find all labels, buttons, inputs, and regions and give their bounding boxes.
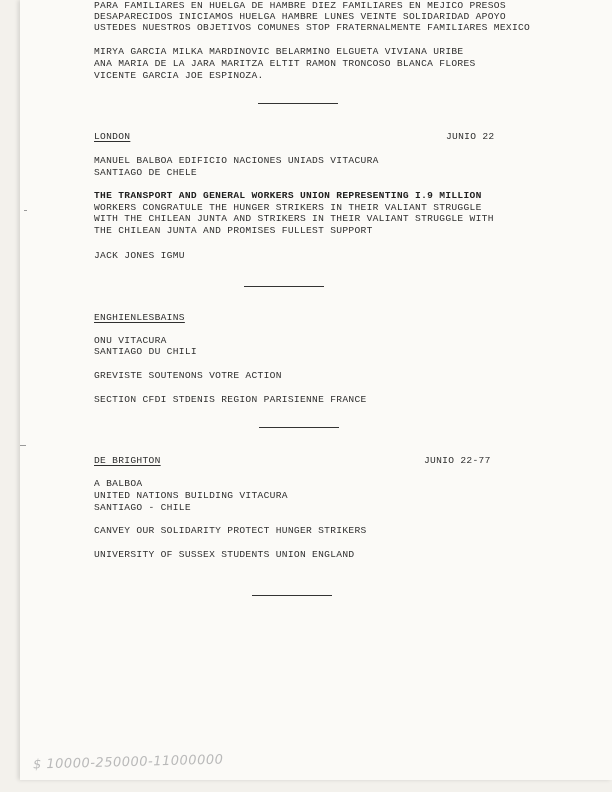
margin-mark <box>20 445 26 446</box>
london-address-line-2: SANTIAGO DE CHELE <box>94 167 197 178</box>
brighton-address-line-1: A BALBOA <box>94 478 143 489</box>
london-address-line-1: MANUEL BALBOA EDIFICIO NACIONES UNIADS VITACURA <box>94 155 379 166</box>
enghien-message: GREVISTE SOUTENONS VOTRE ACTION <box>94 370 282 381</box>
brighton-address-line-3: SANTIAGO - CHILE <box>94 502 191 513</box>
section-divider <box>244 286 324 287</box>
enghien-signature: SECTION CFDI STDENIS REGION PARISIENNE FRANCE <box>94 394 367 405</box>
section-divider <box>258 103 338 104</box>
london-date: JUNIO 22 <box>446 131 495 142</box>
top-message-line-2: DESAPARECIDOS INICIAMOS HUELGA HAMBRE LUNES VEINTE SOLIDARIDAD APOYO <box>94 11 506 22</box>
top-message-line-1: PARA FAMILIARES EN HUELGA DE HAMBRE DIEZ FAMILIARES EN MEJICO PRESOS <box>94 0 506 11</box>
handwritten-note: $ 10000-250000-11000000 <box>32 752 224 773</box>
document-page <box>20 0 612 780</box>
names-line-2: ANA MARIA DE LA JARA MARITZA ELTIT RAMON TRONCOSO BLANCA FLORES <box>94 58 476 69</box>
london-signature: JACK JONES IGMU <box>94 250 185 261</box>
section-divider <box>252 595 332 596</box>
brighton-address-line-2: UNITED NATIONS BUILDING VITACURA <box>94 490 288 501</box>
names-line-3: VICENTE GARCIA JOE ESPINOZA. <box>94 70 264 81</box>
brighton-message: CANVEY OUR SOLIDARITY PROTECT HUNGER STRIKERS <box>94 525 367 536</box>
london-message-line-1: THE TRANSPORT AND GENERAL WORKERS UNION REPRESENTING I.9 MILLION <box>94 190 482 201</box>
london-message-line-2: WORKERS CONGRATULE THE HUNGER STRIKERS IN THEIR VALIANT STRUGGLE <box>94 202 482 213</box>
enghien-address-line-1: ONU VITACURA <box>94 335 167 346</box>
names-line-1: MIRYA GARCIA MILKA MARDINOVIC BELARMINO ELGUETA VIVIANA URIBE <box>94 46 464 57</box>
enghien-address-line-2: SANTIAGO DU CHILI <box>94 346 197 357</box>
brighton-date: JUNIO 22-77 <box>424 455 491 466</box>
brighton-place: DE BRIGHTON <box>94 455 161 466</box>
margin-mark <box>24 210 27 211</box>
brighton-signature: UNIVERSITY OF SUSSEX STUDENTS UNION ENGLAND <box>94 549 355 560</box>
london-message-line-3: WITH THE CHILEAN JUNTA AND STRIKERS IN THEIR VALIANT STRUGGLE WITH <box>94 213 494 224</box>
london-place: LONDON <box>94 131 131 142</box>
enghien-place: ENGHIENLESBAINS <box>94 312 185 323</box>
section-divider <box>259 427 339 428</box>
top-message-line-3: USTEDES NUESTROS OBJETIVOS COMUNES STOP FRATERNALMENTE FAMILIARES MEXICO <box>94 22 531 33</box>
london-message-line-4: THE CHILEAN JUNTA AND PROMISES FULLEST SUPPORT <box>94 225 373 236</box>
